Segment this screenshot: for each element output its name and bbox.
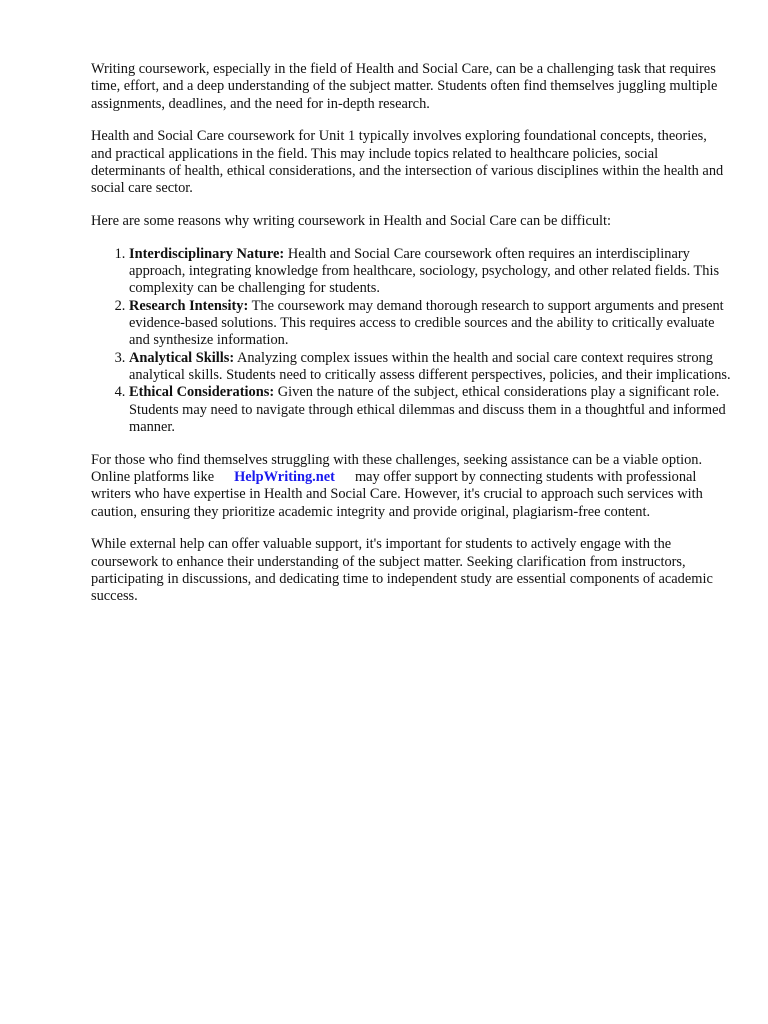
document-page <box>91 61 731 621</box>
reason-text: Analyzing complex issues within the health and social care context requires strong analytical skills. Students need to critically assess different perspectives, policies, and their implications. <box>129 349 731 383</box>
intro-paragraph: Writing coursework, especially in the field of Health and Social Care, can be a challenging task that requires time, effort, and a deep understanding of the subject matter. Students often find themselves juggling multiple assignments, deadlines, and the need for in-depth research. <box>91 61 718 112</box>
reasons-intro-paragraph: Here are some reasons why writing coursework in Health and Social Care can be difficult: <box>91 213 612 230</box>
reason-term: Ethical Considerations: <box>129 384 275 401</box>
reason-text: Health and Social Care coursework often requires an interdisciplinary approach, integrating knowledge from healthcare, sociology, psychology, and other related fields. This complexity can be challenging for students. <box>129 245 720 297</box>
reason-term: Interdisciplinary Nature: <box>129 245 285 262</box>
closing-paragraph: While external help can offer valuable support, it's important for students to actively engage with the coursework to enhance their understanding of the subject matter. Seeking clarification from instructors, participating in discussions, and dedicating time to independent study are essential components of academic success. <box>91 536 713 605</box>
reason-text: The coursework may demand thorough research to support arguments and present evidence-based solutions. This requires access to credible sources and the ability to critically evaluate and synthesize information. <box>129 297 724 349</box>
reason-text: Given the nature of the subject, ethical considerations play a significant role. Students may need to navigate through ethical dilemmas and discuss them in a thoughtful and informed manner. <box>129 384 726 435</box>
assistance-text-after: may offer support by connecting students with professional writers who have expertise in Health and Social Care. However, it's crucial to approach such services with caution, ensuring they prioritize academic integrity and provide original, plagiarism-free content. <box>91 468 703 520</box>
helpwriting-link[interactable]: HelpWriting.net <box>234 468 335 485</box>
reason-item-ethical <box>129 384 731 436</box>
assistance-text-before: For those who find themselves struggling with these challenges, seeking assistance can be a viable option. Online platforms like <box>91 451 703 485</box>
reason-item-analytical <box>129 350 731 385</box>
unit1-paragraph: Health and Social Care coursework for Unit 1 typically involves exploring foundational concepts, theories, and practical applications in the field. This may include topics related to healthcare policies, social determinants of health, ethical considerations, and the intersection of various disciplines within the health and social care sector. <box>91 128 724 197</box>
reason-item-research <box>129 298 731 350</box>
reason-term: Research Intensity: <box>129 297 249 314</box>
reason-term: Analytical Skills: <box>129 349 235 366</box>
reasons-list <box>91 246 731 436</box>
assistance-paragraph <box>91 452 731 521</box>
reason-item-interdisciplinary <box>129 246 731 298</box>
